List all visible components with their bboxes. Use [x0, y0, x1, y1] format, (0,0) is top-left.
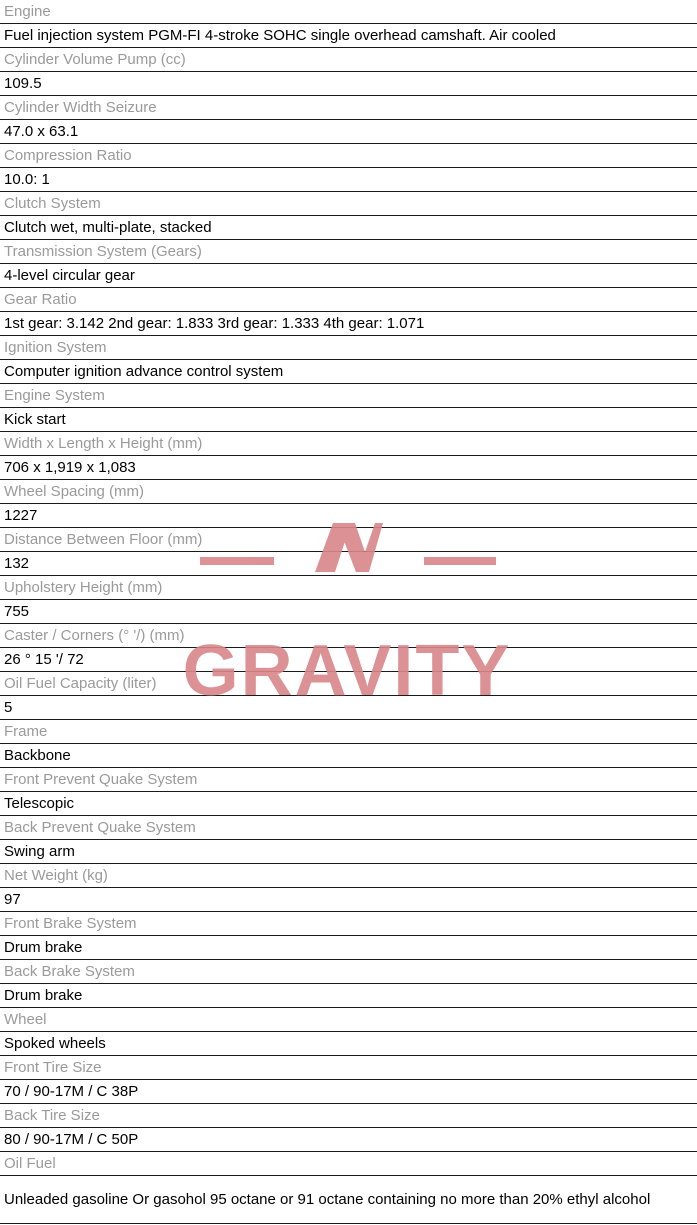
spec-value-row — [0, 1176, 697, 1224]
spec-value-row — [0, 792, 697, 816]
spec-label-row — [0, 240, 697, 264]
spec-value: Telescopic — [0, 792, 697, 816]
spec-value-row — [0, 72, 697, 96]
spec-value: 132 — [0, 552, 697, 576]
spec-label-row — [0, 288, 697, 312]
spec-value: Computer ignition advance control system — [0, 360, 697, 384]
spec-label: Engine — [0, 0, 697, 24]
spec-value-row — [0, 552, 697, 576]
spec-value: 97 — [0, 888, 697, 912]
spec-value-row — [0, 936, 697, 960]
spec-label-row — [0, 912, 697, 936]
spec-value: 1227 — [0, 504, 697, 528]
spec-value-row — [0, 504, 697, 528]
spec-label: Distance Between Floor (mm) — [0, 528, 697, 552]
spec-label-row — [0, 480, 697, 504]
spec-label-row — [0, 336, 697, 360]
spec-value-row — [0, 1080, 697, 1104]
spec-value: Unleaded gasoline Or gasohol 95 octane or 91 octane containing no more than 20% ethyl alcohol — [0, 1176, 697, 1224]
spec-label: Width x Length x Height (mm) — [0, 432, 697, 456]
spec-label: Front Prevent Quake System — [0, 768, 697, 792]
spec-value-row — [0, 168, 697, 192]
spec-value: Swing arm — [0, 840, 697, 864]
spec-value-row — [0, 408, 697, 432]
spec-label-row — [0, 576, 697, 600]
spec-value-row — [0, 840, 697, 864]
spec-value-row — [0, 24, 697, 48]
spec-label: Clutch System — [0, 192, 697, 216]
spec-label: Oil Fuel Capacity (liter) — [0, 672, 697, 696]
spec-value-row — [0, 648, 697, 672]
spec-label-row — [0, 0, 697, 24]
spec-label: Front Tire Size — [0, 1056, 697, 1080]
spec-value: Clutch wet, multi-plate, stacked — [0, 216, 697, 240]
spec-value-row — [0, 264, 697, 288]
spec-value: 109.5 — [0, 72, 697, 96]
spec-label-row — [0, 720, 697, 744]
spec-value: 755 — [0, 600, 697, 624]
spec-value: Kick start — [0, 408, 697, 432]
spec-value: 26 ° 15 '/ 72 — [0, 648, 697, 672]
spec-label-row — [0, 672, 697, 696]
spec-label: Wheel Spacing (mm) — [0, 480, 697, 504]
spec-label: Net Weight (kg) — [0, 864, 697, 888]
spec-label-row — [0, 960, 697, 984]
spec-value-row — [0, 744, 697, 768]
spec-label-row — [0, 1056, 697, 1080]
spec-value-row — [0, 1032, 697, 1056]
spec-label-row — [0, 1104, 697, 1128]
spec-label: Caster / Corners (° '/) (mm) — [0, 624, 697, 648]
spec-value-row — [0, 312, 697, 336]
spec-label: Oil Fuel — [0, 1152, 697, 1176]
spec-label-row — [0, 96, 697, 120]
spec-value: Drum brake — [0, 984, 697, 1008]
spec-value-row — [0, 600, 697, 624]
spec-value: Fuel injection system PGM-FI 4-stroke SOHC single overhead camshaft. Air cooled — [0, 24, 697, 48]
spec-label: Engine System — [0, 384, 697, 408]
spec-value: 10.0: 1 — [0, 168, 697, 192]
spec-value-row — [0, 216, 697, 240]
spec-label: Upholstery Height (mm) — [0, 576, 697, 600]
spec-label: Transmission System (Gears) — [0, 240, 697, 264]
spec-label: Wheel — [0, 1008, 697, 1032]
spec-label: Back Tire Size — [0, 1104, 697, 1128]
spec-label-row — [0, 1152, 697, 1176]
spec-value: 4-level circular gear — [0, 264, 697, 288]
spec-value: 1st gear: 3.142 2nd gear: 1.833 3rd gear: 1.333 4th gear: 1.071 — [0, 312, 697, 336]
spec-value-row — [0, 888, 697, 912]
spec-label: Ignition System — [0, 336, 697, 360]
spec-value-row — [0, 120, 697, 144]
spec-label-row — [0, 192, 697, 216]
spec-label: Cylinder Volume Pump (cc) — [0, 48, 697, 72]
watermark-brand: GRAVITY — [182, 631, 512, 711]
spec-label: Frame — [0, 720, 697, 744]
spec-label: Gear Ratio — [0, 288, 697, 312]
spec-label-row — [0, 864, 697, 888]
spec-label-row — [0, 768, 697, 792]
spec-label-row — [0, 48, 697, 72]
spec-value-row — [0, 696, 697, 720]
spec-label-row — [0, 144, 697, 168]
spec-label-row — [0, 528, 697, 552]
spec-value: 47.0 x 63.1 — [0, 120, 697, 144]
spec-label: Back Prevent Quake System — [0, 816, 697, 840]
spec-value: Drum brake — [0, 936, 697, 960]
spec-label-row — [0, 384, 697, 408]
spec-value-row — [0, 360, 697, 384]
spec-value: 5 — [0, 696, 697, 720]
spec-label-row — [0, 624, 697, 648]
spec-value: Backbone — [0, 744, 697, 768]
spec-label: Front Brake System — [0, 912, 697, 936]
spec-value: 80 / 90-17M / C 50P — [0, 1128, 697, 1152]
spec-value-row — [0, 1128, 697, 1152]
spec-label: Cylinder Width Seizure — [0, 96, 697, 120]
spec-value: 706 x 1,919 x 1,083 — [0, 456, 697, 480]
spec-label: Back Brake System — [0, 960, 697, 984]
spec-value-row — [0, 456, 697, 480]
spec-value-row — [0, 984, 697, 1008]
spec-value: 70 / 90-17M / C 38P — [0, 1080, 697, 1104]
spec-value: Spoked wheels — [0, 1032, 697, 1056]
spec-label-row — [0, 816, 697, 840]
spec-label-row — [0, 1008, 697, 1032]
spec-label: Compression Ratio — [0, 144, 697, 168]
spec-label-row — [0, 432, 697, 456]
